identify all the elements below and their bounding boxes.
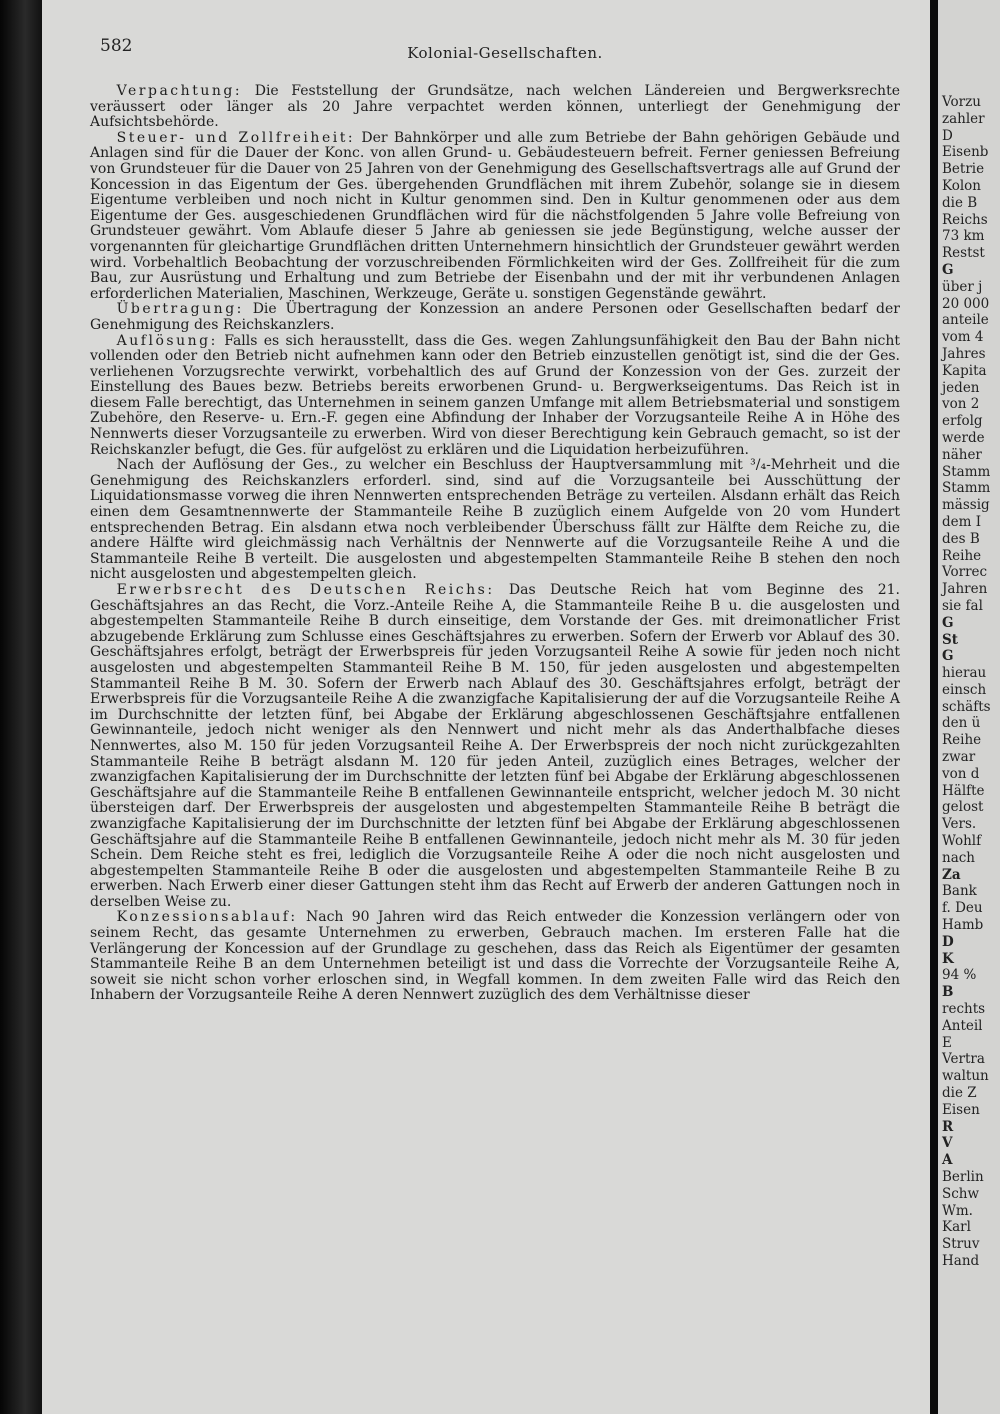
adjacent-line: einsch — [942, 681, 987, 698]
adjacent-line: Vorrec — [942, 564, 988, 581]
page-header — [100, 36, 910, 66]
adjacent-line: Stamm — [942, 463, 991, 480]
adjacent-line: werde — [942, 429, 985, 446]
adjacent-line: nach — [942, 849, 975, 866]
adjacent-line: die Z — [942, 1085, 977, 1102]
adjacent-line: Betrie — [942, 161, 985, 178]
adjacent-line: Anteil — [942, 1017, 983, 1034]
adjacent-line: G — [942, 648, 954, 665]
paragraph-lead: Steuer- und Zollfreiheit: — [116, 129, 356, 146]
adjacent-line: Za — [942, 866, 961, 883]
adjacent-line: R — [942, 1118, 954, 1135]
adjacent-line: V — [942, 1135, 953, 1152]
adjacent-line: 73 km — [942, 228, 985, 245]
paragraph-lead: Übertragung: — [116, 301, 244, 318]
paragraph-lead: Verpachtung: — [116, 83, 243, 99]
adjacent-line: Hand — [942, 1252, 980, 1269]
adjacent-line: St — [942, 631, 958, 648]
adjacent-line: waltun — [942, 1068, 989, 1085]
adjacent-line: die B — [942, 194, 978, 211]
adjacent-line: Vorzu — [942, 94, 981, 110]
adjacent-line: über j — [942, 278, 983, 295]
adjacent-line: zahler — [942, 110, 985, 127]
paragraph — [90, 583, 900, 910]
adjacent-line: Hamb — [942, 917, 984, 934]
adjacent-line: Kapita — [942, 362, 987, 379]
adjacent-line: dem I — [942, 513, 982, 530]
adjacent-line: gelost — [942, 799, 984, 816]
adjacent-line: vom 4 — [942, 329, 984, 346]
page-gutter — [930, 0, 938, 1414]
paragraph — [90, 302, 900, 333]
paragraph — [90, 910, 900, 1004]
adjacent-line: Bank — [942, 883, 977, 900]
paragraph — [90, 131, 900, 303]
paragraph-text: Nach 90 Jahren wird das Reich entweder die Konzession verlängern oder von seinem Recht, das gesamte Unternehmen zu erwerben, Gebrauch machen. Im ersteren Falle hat die Verlängerung der Koncession auf der Grundlage zu geschehen, dass das Reich als Eigentümer der gesamten Stammanteile Reihe B an dem Unternehmen beteiligt ist und dass die Vorrechte der Vorzugsanteile Reihe A, soweit sie nicht schon vorher erloschen sind, in Wegfall kommen. In dem zweiten Falle wird das Reich den Inhabern der Vorzugsanteile Reihe A deren Nennwert zuzüglich des dem Verhältnisse dieser — [90, 909, 900, 1004]
adjacent-line: Schw — [942, 1185, 980, 1202]
adjacent-line: Eisen — [942, 1101, 980, 1118]
running-title: Kolonial-Gesellschaften. — [407, 44, 603, 62]
adjacent-line: anteile — [942, 312, 989, 329]
main-text-column — [90, 84, 900, 1004]
paragraph-text: Falls es sich herausstellt, dass die Ges. wegen Zahlungsunfähigkeit den Bau der Bahn nicht vollenden oder den Betrieb nicht aufnehmen kann oder den Betrieb einzustellen genötigt ist, sind die der Ges. verliehenen Vorzugsrechte verwirkt, vorbehaltlich des auf Grund der Konzession von der Ges. zurzeit der Einstellung des Baues bezw. Betriebs bereits erworbenen Grund- u. Bergwerkseigentums. Das Reich ist in diesem Falle berechtigt, das Unternehmen in seinem ganzen Umfange mit allem Betriebsmaterial und sonstigem Zubehöre, den Reserve- u. Ern.-F. gegen eine Abfindung der Inhaber der Vorzugsanteile Reihe A in Höhe des Nennwerts dieser Vorzugsanteile zu erwerben. Wird von dieser Berechtigung kein Gebrauch gemacht, so ist der Reichskanzler befugt, die Ges. für aufgelöst zu erklären und die Liquidation herbeizuführen. — [90, 332, 900, 458]
adjacent-line: hierau — [942, 665, 987, 682]
adjacent-line: schäfts — [942, 698, 991, 715]
page-number: 582 — [100, 36, 133, 56]
adjacent-line: Hälfte — [942, 782, 985, 799]
adjacent-line: 94 % — [942, 967, 977, 984]
adjacent-page-column — [938, 0, 1000, 1414]
adjacent-line: G — [942, 614, 954, 631]
adjacent-line: jeden — [942, 379, 980, 396]
adjacent-line: D — [942, 933, 954, 950]
adjacent-line: G — [942, 261, 954, 278]
adjacent-line: Kolon — [942, 177, 981, 194]
adjacent-line: von 2 — [942, 396, 980, 413]
adjacent-line: mässig — [942, 497, 990, 514]
paragraph-text: Das Deutsche Reich hat vom Beginne des 21. Geschäftsjahres an das Recht, die Vorz.-Anteile Reihe A, die Stammanteile Reihe B u. die ausgelosten und abgestempelten Stammanteile Reihe B durch einseitige, dem Vorstande der Ges. mit dreimonatlicher Frist abzugebende Erklärung zum Schlusse eines Geschäftsjahres zu erwerben. Sofern der Erwerb vor Ablauf des 30. Geschäftsjahres erfolgt, beträgt der Erwerbspreis für jeden Vorzugsanteil Reihe A sowie für jeden noch nicht ausgelosten und abgestempelten Stammanteil Reihe B M. 150, für jeden ausgelosten und abgestempelten Stammanteil Reihe B M. 30. Sofern der Erwerb nach Ablauf des 30. Geschäftsjahres erfolgt, beträgt der Erwerbspreis für die Vorzugsanteile Reihe A die zwanzigfache Kapitalisierung der auf die Vorzugsanteile Reihe A im Durchschnitte der letzten fünf, bei Abgabe der Erklärung abgeschlossenen Geschäftsjahre entfallenen Gewinnanteile, jedoch nicht weniger als den Nennwert und nicht mehr als das Anderthalbfache dieses Nennwertes, also M. 150 für jeden Vorzugsanteil Reihe A. Der Erwerbspreis der noch nicht zurückgezahlten Stammanteile Reihe B beträgt alsdann M. 120 für jeden Anteil, zuzüglich eines Betrages, welcher der zwanzigfachen Kapitalisierung der im Durchschnitte der letzten fünf bei Abgabe der Erklärung abgeschlossenen Geschäftsjahre auf die Stammanteile Reihe B entfallenen Gewinnanteile entspricht, welcher jedoch M. 30 nicht übersteigen darf. Der Erwerbspreis der ausgelosten und abgestempelten Stammanteile Reihe B beträgt die zwanzigfache Kapitalisierung der im Durchschnitte der letzten fünf bei Abgabe der Erklärung abgeschlossenen Geschäftsjahre auf die Stammanteile Reihe B entfallenen Gewinnanteile, jedoch nicht mehr als M. 30 für jeden Schein. Dem Reiche steht es frei, lediglich die Vorzugsanteile Reihe A oder die noch nicht ausgelosten und abgestempelten Stammanteile Reihe B oder die ausgelosten und abgestempelten Stammanteile Reihe B zu erwerben. Nach Erwerb einer dieser Gattungen steht ihm das Recht auf Erwerb der anderen Gattungen noch in derselben Weise zu. — [90, 582, 900, 910]
paragraph-text: Der Bahnkörper und alle zum Betriebe der Bahn gehörigen Gebäude und Anlagen sind für die Dauer der Konc. von allen Grund- u. Gebäudesteuern befreit. Ferner geniessen Befreiung von Grundsteuer für die Dauer von 25 Jahren von der Genehmigung des Gesellschaftsvertrags alle auf Grund der Koncession in das Eigentum der Ges. übergehenden Grundflächen mit ihrem Zubehör, solange sie in diesem Eigentume verbleiben und noch nicht in Kultur genommen sind. Den in Kultur genommenen oder aus dem Eigentume der Ges. ausgeschiedenen Grundflächen wird für die nächstfolgenden 5 Jahre volle Befreiung von Grundsteuer gewährt. Vom Ablaufe dieser 5 Jahre ab geniessen sie jede Begünstigung, welche ausser der vorgenannten für gleichartige Grundflächen dritten Unternehmern hinsichtlich der Grundsteuer gewährt werden wird. Vorbehaltlich Beobachtung der vorzuschreibenden Förmlichkeiten wird der Ges. Zollfreiheit für die zum Bau, zur Ausrüstung und Erhaltung und zum Betriebe der Eisenbahn und der mit ihr verbundenen Anlagen erforderlichen Materialien, Maschinen, Werkzeuge, Geräte u. sonstigen Gegenstände gewährt. — [90, 129, 900, 302]
adjacent-line: Vers. — [942, 816, 977, 833]
adjacent-line: Eisenb — [942, 144, 989, 161]
adjacent-line: f. Deu — [942, 900, 983, 917]
adjacent-page-text — [938, 0, 1000, 1270]
paragraph-lead: Auflösung: — [116, 332, 218, 349]
adjacent-line: Wohlf — [942, 833, 982, 850]
adjacent-line: 20 000 — [942, 295, 990, 312]
adjacent-line: des B — [942, 530, 980, 547]
adjacent-line: Restst — [942, 245, 985, 262]
adjacent-line: den ü — [942, 715, 981, 732]
paragraph-lead: Konzessionsablauf: — [116, 909, 298, 926]
adjacent-line: E — [942, 1034, 952, 1051]
paragraph-text: Die Übertragung der Konzession an andere Personen oder Gesellschaften bedarf der Genehmigung des Reichskanzlers. — [90, 301, 900, 333]
adjacent-line: Karl — [942, 1219, 971, 1236]
paragraph — [90, 84, 900, 131]
adjacent-line: von d — [942, 765, 980, 782]
adjacent-line: Reihe — [942, 547, 982, 564]
paragraph-lead: Erwerbsrecht des Deutschen Reichs: — [116, 582, 495, 598]
adjacent-line: B — [942, 984, 954, 1001]
paragraph — [90, 334, 900, 459]
adjacent-line: Struv — [942, 1236, 980, 1253]
adjacent-line: Berlin — [942, 1169, 984, 1185]
adjacent-line: sie fal — [942, 597, 983, 614]
paragraph-text: Nach der Auflösung der Ges., zu welcher ein Beschluss der Hauptversammlung mit ³/₄-Mehrheit und die Genehmigung des Reichskanzlers erforderl. sind, sind auf die Vorzugsanteile bei Ausschüttung der Liquidationsmasse vorweg die ihren Nennwerten entsprechenden Beträge zu verteilen. Alsdann erhält das Reich einen dem Gesamtnennwerte der Stammanteile Reihe B zuzüglich einem Aufgelde von 20 vom Hundert entsprechenden Betrag. Ein alsdann etwa noch verbleibender Überschuss fällt zur Hälfte dem Reiche zu, die andere Hälfte wird gleichmässig nach Verhältnis der Nennwerte auf die Vorzugsanteile Reihe A und die Stammanteile Reihe B verteilt. Die ausgelosten und abgestempelten Stammanteile Reihe B stehen den noch nicht ausgelosten und abgestempelten gleich. — [90, 457, 900, 583]
adjacent-line: Vertra — [942, 1051, 985, 1068]
adjacent-line: Jahren — [942, 581, 988, 598]
adjacent-line: näher — [942, 446, 982, 463]
adjacent-line: Wm. — [942, 1202, 973, 1219]
adjacent-line: Reihe — [942, 732, 982, 749]
adjacent-line: erfolg — [942, 413, 983, 430]
adjacent-line: Jahres — [942, 345, 986, 362]
adjacent-line: A — [942, 1152, 953, 1169]
book-spine-shadow — [0, 0, 42, 1414]
adjacent-line: rechts — [942, 1001, 986, 1018]
adjacent-line: Reichs — [942, 211, 988, 228]
paragraph-text: Die Feststellung der Grundsätze, nach welchen Ländereien und Bergwerksrechte veräussert oder länger als 20 Jahre verpachtet werden können, unterliegt der Genehmigung der Aufsichtsbehörde. — [90, 83, 900, 131]
adjacent-line: K — [942, 950, 954, 967]
adjacent-line: Stamm — [942, 480, 991, 497]
paragraph — [90, 458, 900, 583]
adjacent-line: D — [942, 127, 953, 144]
adjacent-line: zwar — [942, 749, 976, 766]
